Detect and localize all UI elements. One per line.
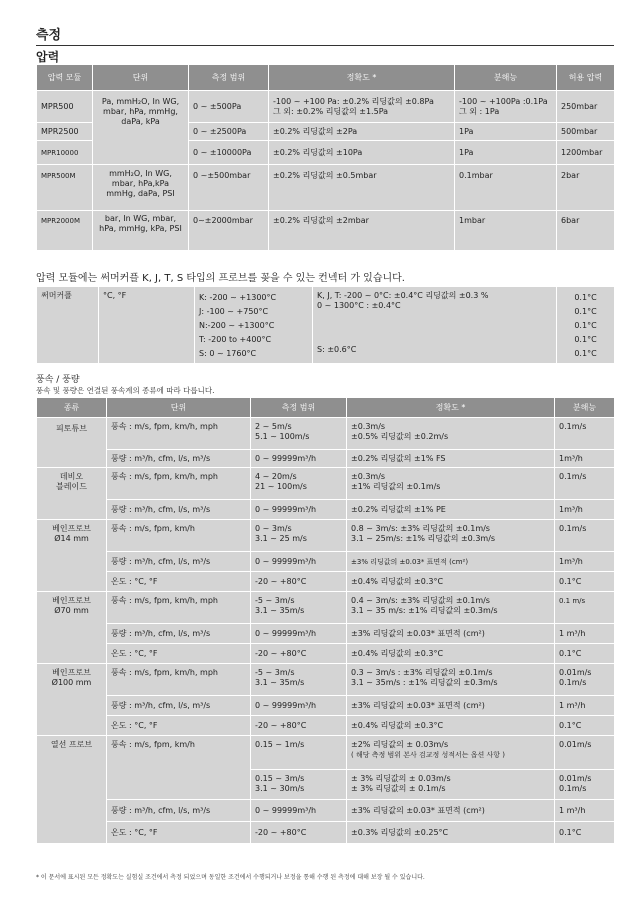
accuracy-cell: ±0.2% 리딩값의 ±1% PE xyxy=(347,500,555,520)
resolution-cell: 0.1°C xyxy=(555,716,615,736)
max-pressure-cell: 2bar xyxy=(557,165,615,211)
range-cell: -5 ~ 3m/s 3.1 ~ 35m/s xyxy=(251,664,347,696)
thermocouple-accuracy: K, J, T: -200 ~ 0°C: ±0.4°C 리딩값의 ±0.3 % 0 ~ 1300°C : ±0.4°C S: ±0.6°C xyxy=(313,287,557,364)
accuracy-cell: ±0.2% 리딩값의 ±10Pa xyxy=(269,141,455,165)
unit-cell: 온도 : °C, °F xyxy=(107,716,251,736)
accuracy-cell: ±3% 리딩값의 ±0.03* 표면적 (cm²) xyxy=(347,624,555,644)
col-header: 분해능 xyxy=(555,398,615,418)
range-cell: 2 ~ 5m/s 5.1 ~ 100m/s xyxy=(251,418,347,450)
accuracy-cell: ±2% 리딩값의 ± 0.03m/s ( 해당 측정 범위 본사 검교정 성적서는 옵션 사항 ) xyxy=(347,736,555,770)
accuracy-cell: ± 3% 리딩값의 ± 0.03m/s ± 3% 리딩값의 ± 0.1m/s xyxy=(347,770,555,800)
range-cell: -20 ~ +80°C xyxy=(251,644,347,664)
unit-cell: 풍속 : m/s, fpm, km/h, mph xyxy=(107,664,251,696)
unit-cell: 온도 : °C, °F xyxy=(107,572,251,592)
range-cell: -20 ~ +80°C xyxy=(251,572,347,592)
resolution-cell: 0.1 m/s xyxy=(555,592,615,624)
resolution-cell: 1 m³/h xyxy=(555,800,615,822)
probe-type: 베인프로브 Ø70 mm xyxy=(37,592,107,664)
unit-cell: 풍속 : m/s, fpm, km/h, mph xyxy=(107,592,251,624)
resolution-cell: 0.1m/s xyxy=(555,468,615,500)
module-name: MPR500 xyxy=(37,91,93,123)
unit-cell: 풍량 : m³/h, cfm, l/s, m³/s xyxy=(107,624,251,644)
unit-cell: 풍속 : m/s, fpm, km/h, mph xyxy=(107,418,251,450)
probe-type: 베인프로브 Ø100 mm xyxy=(37,664,107,736)
thermocouple-table xyxy=(36,286,615,364)
accuracy-cell: ±0.3% 리딩값의 ±0.25°C xyxy=(347,822,555,844)
units-cell: bar, In WG, mbar, hPa, mmHg, kPa, PSI xyxy=(93,211,189,251)
range-cell: -5 ~ 3m/s 3.1 ~ 35m/s xyxy=(251,592,347,624)
unit-cell: 풍량 : m³/h, cfm, l/s, m³/s xyxy=(107,500,251,520)
resolution-cell: 0.01m/s 0.1m/s xyxy=(555,770,615,800)
accuracy-cell: ±0.2% 리딩값의 ±2Pa xyxy=(269,123,455,141)
accuracy-cell: ±3% 리딩값의 ±0.03* 표면적 (cm²) xyxy=(347,800,555,822)
resolution-cell: -100 ~ +100Pa :0.1Pa 그 외 : 1Pa xyxy=(455,91,557,123)
resolution-cell: 0.01m/s xyxy=(555,736,615,770)
resolution-cell: 0.1m/s xyxy=(555,418,615,450)
unit-cell: 풍량 : m³/h, cfm, l/s, m³/s xyxy=(107,552,251,572)
col-header: 정확도 * xyxy=(347,398,555,418)
resolution-cell: 1m³/h xyxy=(555,500,615,520)
accuracy-cell: ±0.3m/s ±1% 리딩값의 ±0.1m/s xyxy=(347,468,555,500)
air-title: 풍속 / 풍량 xyxy=(36,375,80,385)
accuracy-cell: ±0.4% 리딩값의 ±0.3°C xyxy=(347,644,555,664)
range-cell: 0 ~ 99999m³/h xyxy=(251,500,347,520)
max-pressure-cell: 1200mbar xyxy=(557,141,615,165)
max-pressure-cell: 500mbar xyxy=(557,123,615,141)
resolution-cell: 1Pa xyxy=(455,141,557,165)
range-cell: 0 ~ 99999m³/h xyxy=(251,450,347,468)
module-name: MPR500M xyxy=(37,165,93,211)
range-cell: 0 ~ 3m/s 3.1 ~ 25 m/s xyxy=(251,520,347,552)
col-header: 종류 xyxy=(37,398,107,418)
accuracy-cell: ±0.4% 리딩값의 ±0.3°C xyxy=(347,572,555,592)
air-table xyxy=(36,397,615,844)
range-cell: 0 ~±500mbar xyxy=(189,165,269,211)
resolution-cell: 1 m³/h xyxy=(555,624,615,644)
accuracy-cell: 0.3 ~ 3m/s : ±3% 리딩값의 ±0.1m/s 3.1 ~ 35m/s : ±1% 리딩값의 ±0.3m/s xyxy=(347,664,555,696)
range-cell: -20 ~ +80°C xyxy=(251,716,347,736)
col-header: 단위 xyxy=(107,398,251,418)
accuracy-cell: ±0.2% 리딩값의 ±2mbar xyxy=(269,211,455,251)
unit-cell: 온도 : °C, °F xyxy=(107,822,251,844)
accuracy-cell: ±0.3m/s ±0.5% 리딩값의 ±0.2m/s xyxy=(347,418,555,450)
resolution-cell: 0.01m/s 0.1m/s xyxy=(555,664,615,696)
range-cell: 0.15 ~ 3m/s 3.1 ~ 30m/s xyxy=(251,770,347,800)
resolution-cell: 0.1m/s xyxy=(555,520,615,552)
accuracy-cell: ±3% 리딩값의 ±0.03* 표면적 (cm²) xyxy=(347,696,555,716)
unit-cell: 풍속 : m/s, fpm, km/h, mph xyxy=(107,468,251,500)
resolution-cell: 0.1°C xyxy=(555,572,615,592)
max-pressure-cell: 250mbar xyxy=(557,91,615,123)
max-pressure-cell: 6bar xyxy=(557,211,615,251)
accuracy-cell: ±0.4% 리딩값의 ±0.3°C xyxy=(347,716,555,736)
range-cell: 0.15 ~ 1m/s xyxy=(251,736,347,770)
col-header: 압력 모듈 xyxy=(37,65,93,91)
range-cell: 0 ~ 99999m³/h xyxy=(251,800,347,822)
probe-type: 열선 프로브 xyxy=(37,736,107,844)
thermocouple-resolution: 0.1°C 0.1°C 0.1°C 0.1°C 0.1°C xyxy=(557,287,615,364)
unit-cell: 풍량 : m³/h, cfm, l/s, m³/s xyxy=(107,450,251,468)
range-cell: 0 ~ ±10000Pa xyxy=(189,141,269,165)
resolution-cell: 1m³/h xyxy=(555,450,615,468)
accuracy-cell: ±0.2% 리딩값의 ±0.5mbar xyxy=(269,165,455,211)
module-name: MPR2000M xyxy=(37,211,93,251)
resolution-cell: 1 m³/h xyxy=(555,696,615,716)
range-cell: -20 ~ +80°C xyxy=(251,822,347,844)
probe-type: 데비오 블레이드 xyxy=(37,468,107,520)
unit-cell: 온도 : °C, °F xyxy=(107,644,251,664)
range-cell: 0 ~ ±2500Pa xyxy=(189,123,269,141)
accuracy-cell: -100 ~ +100 Pa: ±0.2% 리딩값의 ±0.8Pa 그 외: ±0.2% 리딩값의 ±1.5Pa xyxy=(269,91,455,123)
range-cell: 0 ~ 99999m³/h xyxy=(251,696,347,716)
accuracy-cell: 0.8 ~ 3m/s: ±3% 리딩값의 ±0.1m/s 3.1 ~ 25m/s: ±1% 리딩값의 ±0.3m/s xyxy=(347,520,555,552)
resolution-cell: 0.1°C xyxy=(555,822,615,844)
range-cell: 0 ~ 99999m³/h xyxy=(251,552,347,572)
col-header: 단위 xyxy=(93,65,189,91)
resolution-cell: 1Pa xyxy=(455,123,557,141)
thermocouple-unit: °C, °F xyxy=(99,287,195,364)
resolution-cell: 0.1mbar xyxy=(455,165,557,211)
module-name: MPR10000 xyxy=(37,141,93,165)
module-name: MPR2500 xyxy=(37,123,93,141)
thermocouple-ranges: K: -200 ~ +1300°C J: -100 ~ +750°C N:-200 ~ +1300°C T: -200 to +400°C S: 0 ~ 1760°C xyxy=(195,287,313,364)
range-cell: 4 ~ 20m/s 21 ~ 100m/s xyxy=(251,468,347,500)
accuracy-cell: ±0.2% 리딩값의 ±1% FS xyxy=(347,450,555,468)
probe-type: 베인프로브 Ø14 mm xyxy=(37,520,107,592)
pressure-title: 압력 xyxy=(36,50,60,64)
units-cell: mmH₂O, In WG, mbar, hPa,kPa mmHg, daPa, PSI xyxy=(93,165,189,211)
footnote: * 이 문서에 표시된 모든 정확도는 실험실 조건에서 측정 되었으며 동일한 조건에서 수행되거나 보정을 통해 수행 된 측정에 대해 보장 될 수 있습니다. xyxy=(36,874,425,881)
probe-type: 피토튜브 xyxy=(37,418,107,468)
resolution-cell: 1m³/h xyxy=(555,552,615,572)
col-header: 측정 범위 xyxy=(251,398,347,418)
col-header: 분해능 xyxy=(455,65,557,91)
resolution-cell: 1mbar xyxy=(455,211,557,251)
unit-cell: 풍량 : m³/h, cfm, l/s, m³/s xyxy=(107,696,251,716)
resolution-cell: 0.1°C xyxy=(555,644,615,664)
unit-cell: 풍속 : m/s, fpm, km/h xyxy=(107,736,251,800)
accuracy-cell: ±3% 리딩값의 ±0.03* 표면적 (cm²) xyxy=(347,552,555,572)
units-cell: Pa, mmH₂O, In WG, mbar, hPa, mmHg, daPa, kPa xyxy=(93,91,189,165)
range-cell: 0~±2000mbar xyxy=(189,211,269,251)
accuracy-cell: 0.4 ~ 3m/s: ±3% 리딩값의 ±0.1m/s 3.1 ~ 35 m/s: ±1% 리딩값의 ±0.3m/s xyxy=(347,592,555,624)
thermocouple-label: 써머커플 xyxy=(37,287,99,364)
section-title: 측정 xyxy=(36,28,614,46)
range-cell: 0 ~ ±500Pa xyxy=(189,91,269,123)
col-header: 측정 범위 xyxy=(189,65,269,91)
range-cell: 0 ~ 99999m³/h xyxy=(251,624,347,644)
air-subtitle: 풍속 및 풍량은 연결된 풍속계의 종류에 따라 다릅니다. xyxy=(36,386,215,395)
unit-cell: 풍속 : m/s, fpm, km/h xyxy=(107,520,251,552)
col-header: 허용 압력 xyxy=(557,65,615,91)
col-header: 정확도 * xyxy=(269,65,455,91)
thermocouple-note: 압력 모듈에는 써머커플 K, J, T, S 타입의 프로브를 꽂을 수 있는 컨넥터 가 있습니다. xyxy=(36,273,405,284)
pressure-table xyxy=(36,64,615,251)
unit-cell: 풍량 : m³/h, cfm, l/s, m³/s xyxy=(107,800,251,822)
